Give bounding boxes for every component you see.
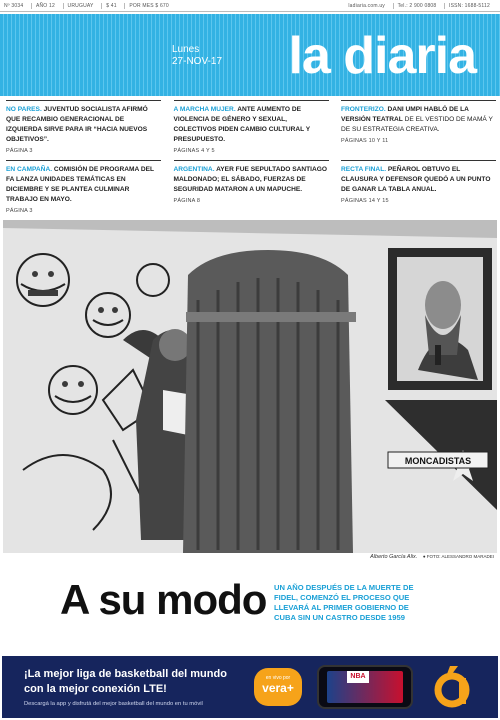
photo-credit-name: Alberto García Alix. <box>370 554 418 560</box>
info-strip <box>0 0 500 12</box>
brief-body: ANTE AUMENTO DE VIOLENCIA DE GÉNERO Y SEXUAL, COLECTIVOS PIDEN CAMBIO CULTURAL Y PRESUPUESTO. <box>173 106 311 143</box>
cover-photo[interactable] <box>3 220 497 553</box>
brief-body: JUVENTUD SOCIALISTA AFIRMÓ QUE RECAMBIO GENERACIONAL DE IZQUIERDA SIRVE PARA IR “HACIA NUEVOS OBJETIVOS”. <box>6 106 148 143</box>
brief-item[interactable] <box>6 160 161 220</box>
brief-text <box>6 105 161 145</box>
date-label: 27-NOV-17 <box>172 56 223 67</box>
advertisement-banner[interactable] <box>2 656 498 718</box>
brief-text <box>174 165 329 195</box>
brief-text <box>341 165 496 195</box>
brief-kicker: RECTA FINAL. <box>341 166 387 173</box>
brief-body: PEÑAROL OBTUVO EL CLAUSURA Y DEFENSOR QUEDÓ A UN PUNTO DE GANAR LA TABLA ANUAL. <box>341 166 491 193</box>
issue-date <box>172 44 222 68</box>
brief-text <box>174 105 329 145</box>
briefs-row-2 <box>6 160 496 220</box>
photo-credit-label: ● FOTO: ALESSANDRO MARADEI <box>422 554 494 559</box>
brief-page: PÁGINA 8 <box>173 198 201 204</box>
issue-number: Nº 3034 <box>4 2 24 9</box>
antel-logo-icon <box>432 664 472 710</box>
brief-page: PÁGINA 3 <box>6 148 33 154</box>
country: URUGUAY <box>63 3 94 9</box>
ad-line-2: con la mejor conexión LTE! <box>24 683 167 695</box>
phone: Tel.: 2 900 0808 <box>393 3 437 9</box>
vera-plus-badge <box>254 668 302 706</box>
brief-kicker: NO PARES. <box>6 106 42 113</box>
cover-photo-illustration <box>3 220 497 553</box>
brief-page: PÁGINA 3 <box>6 208 33 214</box>
issue-info <box>4 3 175 9</box>
brief-page: PÁGINAS 14 Y 15 <box>341 198 389 204</box>
vera-name: vera+ <box>262 681 294 695</box>
brief-page: PÁGINAS 10 Y 11 <box>341 138 389 144</box>
price: $ 41 <box>101 3 117 9</box>
brief-item[interactable] <box>174 160 329 220</box>
brief-kicker: ARGENTINA. <box>173 166 215 173</box>
issn: ISSN: 1688-5112 <box>444 3 490 9</box>
brief-body: AYER FUE SEPULTADO SANTIAGO MALDONADO; EL SÁBADO, FUERZAS DE SEGURIDAD MATARON A UN MAPUCHE. <box>173 166 328 193</box>
vera-top-text: en vivo por <box>265 675 291 681</box>
brief-page: PÁGINAS 4 Y 5 <box>173 148 215 154</box>
main-subheadline: UN AÑO DESPUÉS DE LA MUERTE DE FIDEL, COMENZÓ EL PROCESO QUE LLEVARÁ AL PRIMER GOBIERNO DE CUBA SIN UN CASTRO DESDE 1959 <box>274 583 414 622</box>
brief-item[interactable] <box>174 100 329 160</box>
ad-line-3: Descargá la app y disfrutá del mejor basketball del mundo en tu móvil <box>24 701 203 707</box>
briefs-grid <box>6 100 496 220</box>
brief-body: COMISIÓN DE PROGRAMA DEL FA LANZA UNIDADES TEMÁTICAS EN DICIEMBRE Y SE PLANTEA CULMINAR TRABAJO EN MAYO. <box>6 166 154 203</box>
newspaper-logo[interactable]: la diaria <box>288 27 476 85</box>
phone-image <box>317 665 413 709</box>
brief-item[interactable] <box>341 160 496 220</box>
main-headline[interactable]: A su modo <box>60 576 267 623</box>
brief-text <box>6 165 161 205</box>
briefs-row-1 <box>6 100 496 160</box>
website[interactable]: ladiaria.com.uy <box>348 2 386 9</box>
brief-body-lite: DE EL VESTIDO DE MAMÁ Y DE SU ESTRATEGIA CREATIVA. <box>341 116 493 133</box>
brief-kicker: A MARCHA MUJER. <box>173 106 236 113</box>
brief-kicker: FRONTERIZO. <box>341 106 386 113</box>
brief-body: DANI UMPI HABLÓ DE LA VERSIÓN TEATRAL <box>341 106 469 123</box>
brief-item[interactable] <box>341 100 496 160</box>
brief-text <box>341 105 496 135</box>
ad-line-1: ¡La mejor liga de basketball del mundo <box>24 668 227 680</box>
monthly-price: POR MES $ 670 <box>124 3 169 9</box>
photo-credit <box>370 554 494 560</box>
year-number: AÑO 12 <box>31 3 55 9</box>
day-label: Lunes <box>172 44 200 55</box>
brief-kicker: EN CAMPAÑA. <box>6 166 53 173</box>
brief-item[interactable] <box>6 100 161 160</box>
moncadistas-sign: MONCADISTAS <box>404 456 472 466</box>
contact-info <box>348 3 496 9</box>
nba-logo: NBA <box>347 671 369 683</box>
masthead <box>0 14 500 96</box>
